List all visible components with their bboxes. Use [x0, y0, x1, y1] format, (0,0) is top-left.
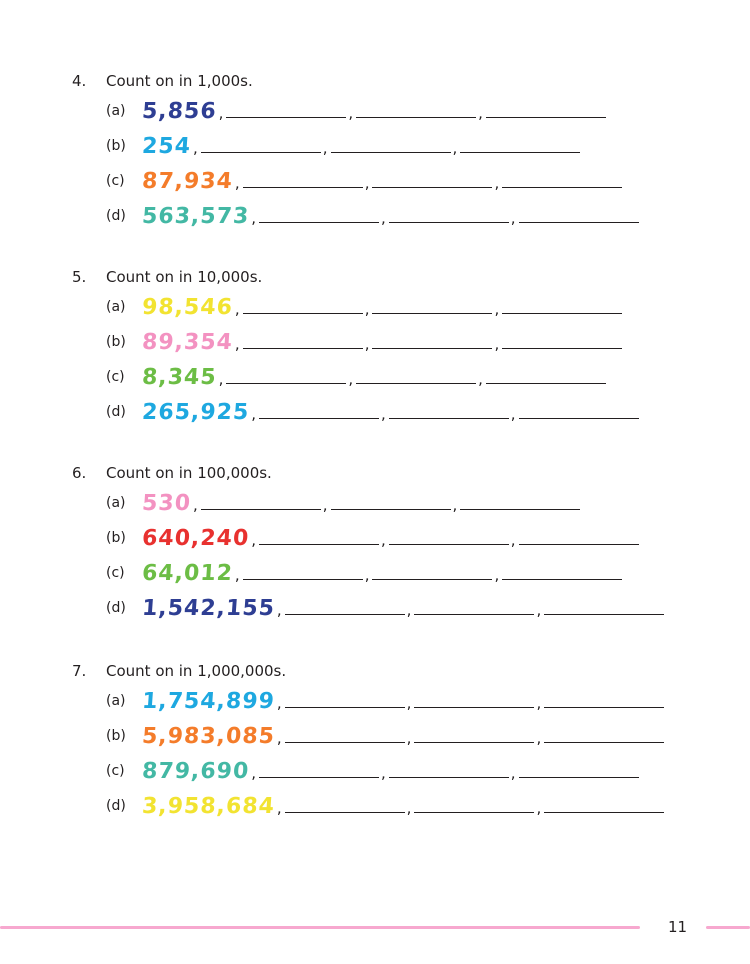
separator-comma: ,	[510, 209, 516, 227]
separator-comma: ,	[478, 370, 483, 388]
separator-comma: ,	[510, 531, 516, 549]
answer-blank[interactable]	[544, 614, 664, 615]
separator-comma: ,	[251, 531, 256, 549]
answer-blank[interactable]	[544, 742, 664, 743]
separator-comma: ,	[322, 496, 328, 514]
start-number: 640,240	[141, 526, 251, 551]
number-sequence	[142, 168, 622, 194]
separator-comma: ,	[251, 405, 256, 423]
question-prompt: Count on in 1,000s.	[106, 72, 253, 90]
part-label: (b)	[106, 530, 126, 546]
question-heading	[72, 268, 262, 286]
separator-comma: ,	[494, 174, 500, 192]
separator-comma: ,	[406, 601, 412, 619]
answer-blank[interactable]	[389, 418, 509, 419]
separator-comma: ,	[494, 300, 500, 318]
number-sequence	[142, 758, 639, 784]
answer-blank[interactable]	[460, 152, 580, 153]
part-label: (c)	[106, 173, 125, 189]
separator-comma: ,	[536, 694, 542, 712]
question-heading	[72, 464, 272, 482]
sequence-row	[0, 399, 750, 425]
answer-blank[interactable]	[331, 152, 451, 153]
separator-comma: ,	[234, 566, 240, 584]
start-number: 64,012	[141, 561, 234, 586]
start-number: 1,754,899	[141, 689, 276, 714]
answer-blank[interactable]	[285, 812, 405, 813]
part-label: (b)	[106, 334, 126, 350]
start-number: 265,925	[141, 400, 251, 425]
answer-blank[interactable]	[372, 579, 492, 580]
answer-blank[interactable]	[356, 383, 476, 384]
sequence-row	[0, 329, 750, 355]
separator-comma: ,	[276, 694, 282, 712]
start-number: 563,573	[141, 204, 251, 229]
part-label: (d)	[106, 404, 126, 420]
separator-comma: ,	[380, 209, 386, 227]
separator-comma: ,	[348, 104, 354, 122]
separator-comma: ,	[364, 566, 370, 584]
separator-comma: ,	[478, 104, 483, 122]
separator-comma: ,	[234, 300, 240, 318]
separator-comma: ,	[348, 370, 354, 388]
question-prompt: Count on in 10,000s.	[106, 268, 263, 286]
answer-blank[interactable]	[486, 117, 606, 118]
sequence-row	[0, 793, 750, 819]
number-sequence	[142, 595, 664, 621]
separator-comma: ,	[452, 139, 458, 157]
separator-comma: ,	[218, 104, 224, 122]
part-label: (a)	[106, 693, 126, 709]
separator-comma: ,	[510, 405, 516, 423]
start-number: 1,542,155	[141, 596, 276, 621]
question-number: 5.	[72, 268, 87, 286]
separator-comma: ,	[276, 601, 282, 619]
number-sequence	[142, 203, 639, 229]
separator-comma: ,	[364, 300, 370, 318]
answer-blank[interactable]	[389, 544, 509, 545]
answer-blank[interactable]	[502, 348, 622, 349]
number-sequence	[142, 525, 639, 551]
number-sequence	[142, 560, 622, 586]
separator-comma: ,	[364, 174, 370, 192]
answer-blank[interactable]	[285, 707, 405, 708]
sequence-row	[0, 168, 750, 194]
start-number: 8,345	[141, 365, 218, 390]
separator-comma: ,	[510, 764, 516, 782]
answer-blank[interactable]	[243, 187, 363, 188]
answer-blank[interactable]	[201, 152, 321, 153]
number-sequence	[142, 294, 622, 320]
answer-blank[interactable]	[544, 812, 664, 813]
separator-comma: ,	[494, 335, 500, 353]
separator-comma: ,	[494, 566, 500, 584]
start-number: 3,958,684	[141, 794, 276, 819]
answer-blank[interactable]	[331, 509, 451, 510]
separator-comma: ,	[380, 405, 386, 423]
number-sequence	[142, 490, 580, 516]
sequence-row	[0, 758, 750, 784]
answer-blank[interactable]	[460, 509, 580, 510]
number-sequence	[142, 329, 622, 355]
number-sequence	[142, 98, 606, 124]
answer-blank[interactable]	[519, 418, 639, 419]
answer-blank[interactable]	[226, 383, 346, 384]
separator-comma: ,	[234, 174, 240, 192]
part-label: (d)	[106, 798, 126, 814]
answer-blank[interactable]	[486, 383, 606, 384]
separator-comma: ,	[380, 764, 386, 782]
question-heading	[72, 72, 253, 90]
sequence-row	[0, 560, 750, 586]
separator-comma: ,	[536, 729, 542, 747]
part-label: (c)	[106, 369, 125, 385]
question-number: 4.	[72, 72, 87, 90]
sequence-row	[0, 364, 750, 390]
part-label: (d)	[106, 600, 126, 616]
sequence-row	[0, 688, 750, 714]
separator-comma: ,	[218, 370, 224, 388]
number-sequence	[142, 399, 639, 425]
start-number: 5,856	[141, 99, 218, 124]
answer-blank[interactable]	[414, 614, 534, 615]
answer-blank[interactable]	[502, 313, 622, 314]
start-number: 254	[141, 134, 192, 159]
answer-blank[interactable]	[226, 117, 346, 118]
separator-comma: ,	[406, 694, 412, 712]
start-number: 879,690	[141, 759, 251, 784]
footer-line	[0, 926, 640, 929]
question-prompt: Count on in 100,000s.	[106, 464, 272, 482]
answer-blank[interactable]	[519, 544, 639, 545]
answer-blank[interactable]	[519, 222, 639, 223]
start-number: 87,934	[141, 169, 234, 194]
question-heading	[72, 662, 286, 680]
number-sequence	[142, 723, 664, 749]
part-label: (a)	[106, 103, 126, 119]
answer-blank[interactable]	[519, 777, 639, 778]
part-label: (a)	[106, 299, 126, 315]
answer-blank[interactable]	[259, 544, 379, 545]
sequence-row	[0, 294, 750, 320]
sequence-row	[0, 98, 750, 124]
part-label: (b)	[106, 728, 126, 744]
answer-blank[interactable]	[414, 812, 534, 813]
page-number: 11	[668, 918, 688, 936]
start-number: 89,354	[141, 330, 234, 355]
answer-blank[interactable]	[502, 187, 622, 188]
answer-blank[interactable]	[502, 579, 622, 580]
answer-blank[interactable]	[259, 222, 379, 223]
part-label: (c)	[106, 763, 125, 779]
answer-blank[interactable]	[285, 614, 405, 615]
answer-blank[interactable]	[356, 117, 476, 118]
answer-blank[interactable]	[389, 222, 509, 223]
answer-blank[interactable]	[372, 187, 492, 188]
separator-comma: ,	[234, 335, 240, 353]
separator-comma: ,	[276, 729, 282, 747]
number-sequence	[142, 364, 606, 390]
separator-comma: ,	[364, 335, 370, 353]
answer-blank[interactable]	[414, 742, 534, 743]
separator-comma: ,	[452, 496, 458, 514]
separator-comma: ,	[380, 531, 386, 549]
sequence-row	[0, 490, 750, 516]
answer-blank[interactable]	[243, 313, 363, 314]
answer-blank[interactable]	[243, 579, 363, 580]
part-label: (b)	[106, 138, 126, 154]
separator-comma: ,	[406, 799, 412, 817]
answer-blank[interactable]	[259, 777, 379, 778]
sequence-row	[0, 525, 750, 551]
number-sequence	[142, 793, 664, 819]
separator-comma: ,	[276, 799, 282, 817]
footer-line-right	[706, 926, 750, 929]
question-number: 7.	[72, 662, 87, 680]
separator-comma: ,	[251, 209, 256, 227]
number-sequence	[142, 688, 664, 714]
answer-blank[interactable]	[414, 707, 534, 708]
start-number: 530	[141, 491, 192, 516]
sequence-row	[0, 595, 750, 621]
separator-comma: ,	[406, 729, 412, 747]
question-number: 6.	[72, 464, 87, 482]
separator-comma: ,	[536, 601, 542, 619]
start-number: 98,546	[141, 295, 234, 320]
answer-blank[interactable]	[372, 313, 492, 314]
answer-blank[interactable]	[372, 348, 492, 349]
answer-blank[interactable]	[544, 707, 664, 708]
number-sequence	[142, 133, 580, 159]
sequence-row	[0, 133, 750, 159]
separator-comma: ,	[192, 139, 198, 157]
question-prompt: Count on in 1,000,000s.	[106, 662, 287, 680]
answer-blank[interactable]	[389, 777, 509, 778]
answer-blank[interactable]	[259, 418, 379, 419]
answer-blank[interactable]	[285, 742, 405, 743]
answer-blank[interactable]	[243, 348, 363, 349]
part-label: (c)	[106, 565, 125, 581]
sequence-row	[0, 723, 750, 749]
separator-comma: ,	[536, 799, 542, 817]
start-number: 5,983,085	[141, 724, 276, 749]
sequence-row	[0, 203, 750, 229]
part-label: (a)	[106, 495, 126, 511]
part-label: (d)	[106, 208, 126, 224]
answer-blank[interactable]	[201, 509, 321, 510]
separator-comma: ,	[251, 764, 256, 782]
separator-comma: ,	[192, 496, 198, 514]
separator-comma: ,	[322, 139, 328, 157]
